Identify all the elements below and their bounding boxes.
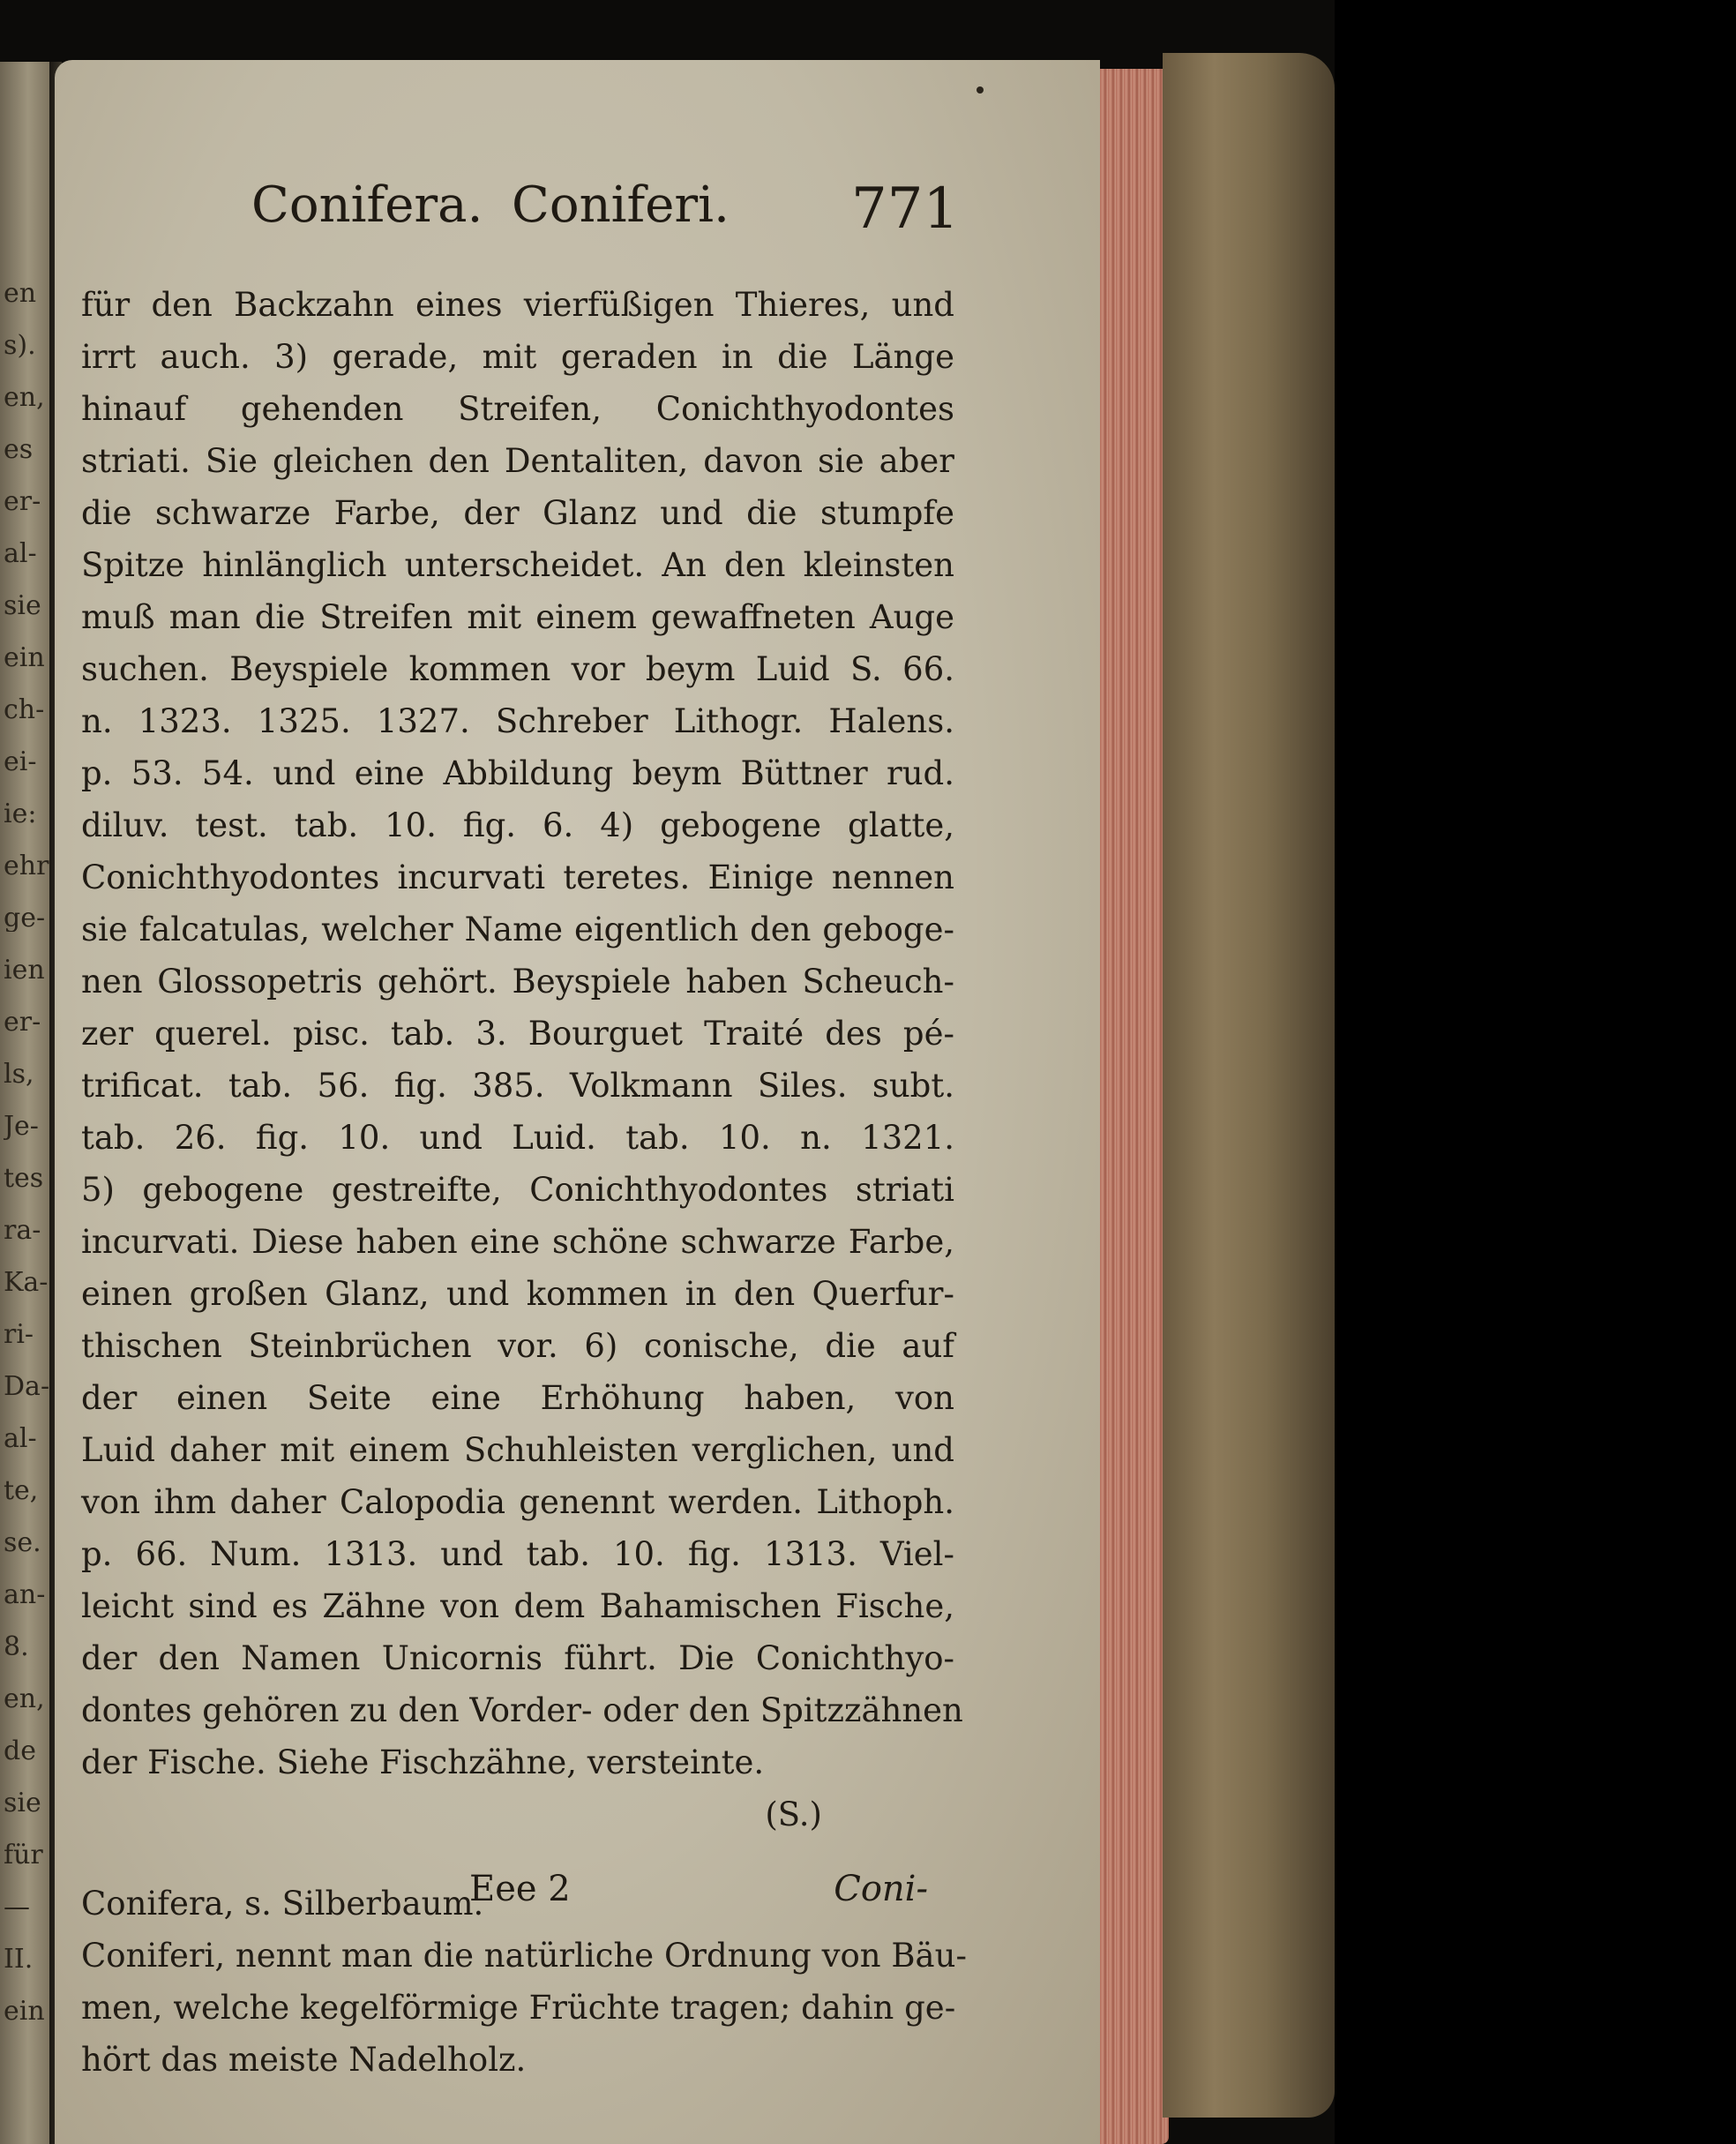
previous-page-fragment: ch- [4,697,45,723]
previous-page-fragment: ien [4,957,45,984]
page-edges [1100,69,1169,2144]
text-line: der Fische. Siehe Fischzähne, versteinte. [81,1743,765,1781]
text-line: p. 53. 54. und eine Abbildung beym Büttner rud. [81,754,954,792]
previous-page-fragment: ra- [4,1218,41,1244]
previous-page-fragment: en [4,281,37,307]
running-title-right: Coniferi. [512,176,730,234]
previous-page-fragment: er- [4,1009,41,1036]
text-line: Conichthyodontes incurvati teretes. Einige nennen [81,858,954,896]
previous-page-fragment: es [4,437,34,463]
previous-page-fragment: — [4,1894,30,1921]
text-line: incurvati. Diese haben eine schöne schwarze Farbe, [81,1223,954,1261]
book-cover [1163,53,1335,2118]
text-line: diluv. test. tab. 10. fig. 6. 4) gebogene glatte, [81,806,954,844]
previous-page-fragment: ge- [4,905,46,932]
previous-page-fragment: en, [4,385,45,411]
previous-page-fragment: tes [4,1166,44,1192]
text-line: p. 66. Num. 1313. und tab. 10. fig. 1313. Viel- [81,1535,954,1573]
text-line: n. 1323. 1325. 1327. Schreber Lithogr. Halens. [81,702,954,740]
previous-page-fragment: II. [4,1946,34,1973]
previous-page-fragment: ein [4,1998,45,2025]
text-line: einen großen Glanz, und kommen in den Querfur- [81,1275,954,1313]
previous-page-fragment: Je- [4,1113,39,1140]
running-header [251,176,960,256]
text-line: der den Namen Unicornis führt. Die Conichthyo- [81,1639,954,1677]
text-line: striati. Sie gleichen den Dentaliten, davon sie aber [81,442,954,480]
scan-background [1335,0,1736,2144]
ink-speck [976,86,984,94]
text-line: die schwarze Farbe, der Glanz und die stumpfe [81,494,954,532]
text-line: für den Backzahn eines vierfüßigen Thieres, und [81,286,954,324]
previous-page-fragment: al- [4,1426,37,1452]
text-line: thischen Steinbrüchen vor. 6) conische, die auf [81,1327,954,1365]
text-line: leicht sind es Zähne von dem Bahamischen Fische, [81,1587,954,1625]
running-title-left: Conifera. [251,176,483,234]
text-line: trificat. tab. 56. fig. 385. Volkmann Siles. subt. [81,1067,954,1105]
previous-page-fragment: en, [4,1686,45,1713]
entry-coniferi-line: men, welche kegelförmige Früchte tragen; dahin ge- [81,1989,956,2027]
text-line: von ihm daher Calopodia genennt werden. Lithoph. [81,1483,954,1521]
text-line: dontes gehören zu den Vorder- oder den Spitzzähnen [81,1691,963,1729]
entry-conifera: Conifera, s. Silberbaum. [81,1885,484,1923]
entry-coniferi-line: Coniferi, nennt man die natürliche Ordnung von Bäu- [81,1937,967,1975]
previous-page-edge [0,62,51,2144]
previous-page-fragment: er- [4,489,41,515]
text-line: nen Glossopetris gehört. Beyspiele haben Scheuch- [81,963,954,1001]
text-line: hinauf gehenden Streifen, Conichthyodontes [81,390,954,428]
text-line: sie falcatulas, welcher Name eigentlich den geboge- [81,911,954,948]
previous-page-fragment: ie: [4,801,37,828]
previous-page-fragment: Ka- [4,1270,49,1296]
text-line: der einen Seite eine Erhöhung haben, von [81,1379,954,1417]
previous-page-fragment: al- [4,541,37,567]
previous-page-fragment: te, [4,1478,39,1504]
entry-coniferi-line: hört das meiste Nadelholz. [81,2041,527,2079]
text-line: muß man die Streifen mit einem gewaffneten Auge [81,598,954,636]
previous-page-fragment: Da- [4,1374,49,1400]
previous-page-fragment: s). [4,333,36,359]
previous-page-fragment: sie [4,1790,41,1817]
text-line: 5) gebogene gestreifte, Conichthyodontes striati [81,1171,954,1209]
previous-page-fragment: 8. [4,1634,29,1660]
page-number: 771 [851,176,960,242]
previous-page-fragment: für [4,1842,43,1869]
catchword: Coni- [834,1869,928,1909]
previous-page-fragment: ri- [4,1322,34,1348]
text-line: tab. 26. fig. 10. und Luid. tab. 10. n. 1321. [81,1119,954,1157]
text-line: irrt auch. 3) gerade, mit geraden in die Länge [81,338,954,376]
author-signature: (S.) [765,1795,822,1833]
text-line: Spitze hinlänglich unterscheidet. An den kleinsten [81,546,954,584]
previous-page-fragment: ehr [4,853,49,880]
previous-page-fragment: ei- [4,749,37,776]
page-footer [81,1869,928,1922]
text-line: zer querel. pisc. tab. 3. Bourguet Traité des pé- [81,1015,954,1053]
previous-page-fragment: ein [4,645,45,671]
previous-page-fragment: ls, [4,1061,34,1088]
previous-page-fragment: sie [4,593,41,619]
previous-page-fragment: an- [4,1582,46,1608]
page-body [81,279,967,2086]
text-line: suchen. Beyspiele kommen vor beym Luid S. 66. [81,650,954,688]
signature-mark: Eee 2 [469,1869,571,1909]
previous-page-fragment: de [4,1738,36,1765]
previous-page-fragment: se. [4,1530,41,1556]
text-line: Luid daher mit einem Schuhleisten verglichen, und [81,1431,954,1469]
